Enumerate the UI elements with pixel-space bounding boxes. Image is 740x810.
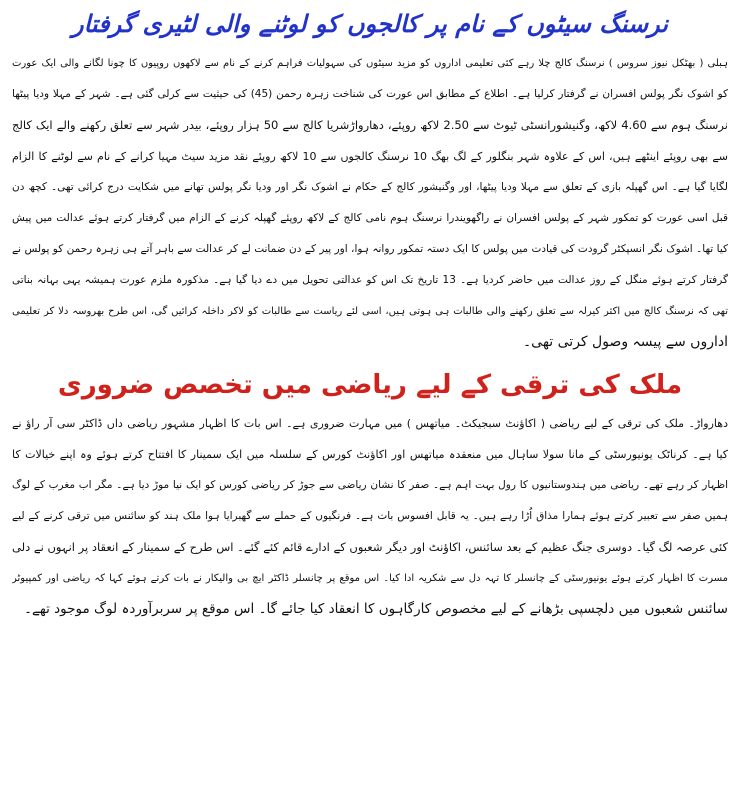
article-1-line: لگایا گیا ہے۔ اس گھپلہ بازی کے تعلق سے مہلا ودیا پیٹھا، اور وگنیشور کالج کے حکام نے اشوک نگر اور ودیا نگر پولس تھانے میں شکایت درج کرائی تھی۔ کچھ دن — [12, 181, 728, 193]
article-1-headline: نرسنگ سیٹوں کے نام پر کالجوں کو لوٹنے والی لٹیری گرفتار — [72, 10, 668, 38]
article-2-line: دھارواڑ۔ ملک کی ترقی کے لیے ریاضی ( اکاؤنٹ سبجیکٹ۔ میاتھس ) میں مہارت ضروری ہے۔ اس بات کا اظہار مشہور ریاضی داں ڈاکٹر سی آر راؤ نے — [12, 417, 728, 430]
article-1-line: ہبلی ( بھٹکل نیوز سروس ) نرسنگ کالج چلا رہے کئی تعلیمی اداروں کو مزید سیٹوں کی سہولیات فراہم کرنے کے نام سے لاکھوں روپیوں کا چونا لگانے والی ایک عورت — [12, 58, 728, 69]
article-2-line: ہمیں صفر سے تعبیر کرتے ہوئے ہمارا مذاق اُڑا رہے ہیں۔ یہ قابل افسوس بات ہے۔ فرنگیوں کے حملے سے گھبرایا ہوا ملک ہند کو سائنس میں ترقی کرنے کے لیے — [12, 510, 728, 522]
article-2-line: کئی عرصہ لگ گیا۔ دوسری جنگ عظیم کے بعد سائنس، اکاؤنٹ اور دیگر شعبوں کے ادارے قائم کئے گئے۔ اس طرح کے سمینار کے انعقاد پر انہوں نے دلی — [12, 540, 728, 554]
article-1-line: سے بھی روپئے اینٹھے ہیں، اس کے علاوہ شہر بنگلور کے لگ بھگ 10 نرسنگ کالجوں سے 10 لاکھ روپئے نقد مزید سیٹ مہیا کرانے کے نام سے لوٹنے کا الزام — [12, 150, 728, 163]
article-1-line: نرسنگ ہوم سے 4.60 لاکھ، وگنیشورانسٹی ٹیوٹ سے 2.50 لاکھ روپئے، دھارواڑشریا کالج سے 50 ہزار روپئے، بیدر شہر سے تعلق رکھنے والے ایک کالج — [12, 118, 728, 132]
article-2-headline: ملک کی ترقی کے لیے ریاضی میں تخصص ضروری — [57, 370, 683, 400]
article-2-line: مسرت کا اظہار کرتے ہوئے یونیورسٹی کے چانسلر کا تہہ دل سے شکریہ ادا کیا۔ اس موقع پر چانسلر ڈاکٹر ایچ بی والیکار نے بات کرتے ہوئے کہا کہ ریاضی اور کمپیوٹر — [12, 573, 728, 584]
article-2-body — [12, 408, 728, 625]
article-1-line: گرفتار کرتے ہوئے منگل کے روز عدالت میں حاضر کردیا ہے۔ 13 تاریخ تک اس کو عدالتی تحویل میں دے دیا گیا ہے۔ مذکورہ ملزم عورت ہمیشہ یہی بہانہ بناتی — [12, 274, 728, 286]
article-1-line: کو اشوک نگر پولس افسران نے گرفتار کرلیا ہے۔ اطلاع کے مطابق اس عورت کی شناخت زہرہ رحمن (45) کی حیثیت سے کرلی گئی ہے۔ شہر کے مہلا ودیا پیٹھا — [12, 88, 728, 100]
article-2-line: سائنس شعبوں میں دلچسپی بڑھانے کے لیے مخصوص کارگاہوں کا انعقاد کیا جائے گا۔ اس موقع پر سربرآوردہ لوگ موجود تھے۔ — [24, 601, 728, 617]
article-2-line: اظہار کر رہے تھے۔ ریاضی میں ہندوستانیوں کا رول بہت اہم ہے۔ صفر کا نشان ریاضی سے جوڑ کر ریاضی کورس کو ایک نیا موڑ دیا ہے۔ مگر اب مغرب کے لوگ — [12, 479, 728, 491]
article-1-line: قبل اسی عورت کو تمکور شہر کے پولس افسران نے راگھویندرا نرسنگ ہوم نامی کالج کے لاکھ روپئے گھپلہ کرنے کے الزام میں گرفتار کرتے ہوئے عدالت میں پیش — [12, 212, 728, 224]
article-1-line: اداروں سے پیسہ وصول کرتی تھی۔ — [522, 334, 728, 350]
article-2-line: کیا ہے۔ کرناٹک یونیورسٹی کے مانا سولا ساہال میں منعقدہ میاتھس اور اکاؤنٹ کورس کے سلسلہ میں ایک سمینار کا افتتاح کرتے ہوئے وہ اپنے خیالات کا — [12, 448, 728, 461]
article-1-line: کیا تھا۔ اشوک نگر انسپکٹر گرودت کی قیادت میں پولس کا ایک دستہ تمکور روانہ ہوا، اور پیر کے دن ضمانت لے کر عدالت سے باہر آتے ہی زہرہ رحمن کو پولس نے — [12, 243, 728, 255]
article-1-line: تھی کہ نرسنگ کالج میں اکثر کیرلہ سے تعلق رکھنے والی طالبات ہی ہوتی ہیں، اسی لئے ریاست سے طالبات کو لاکر داخلہ کرائیں گی، اس طرح بھروسہ دلا کر تعلیمی — [12, 306, 728, 317]
article-1-body — [12, 48, 728, 358]
